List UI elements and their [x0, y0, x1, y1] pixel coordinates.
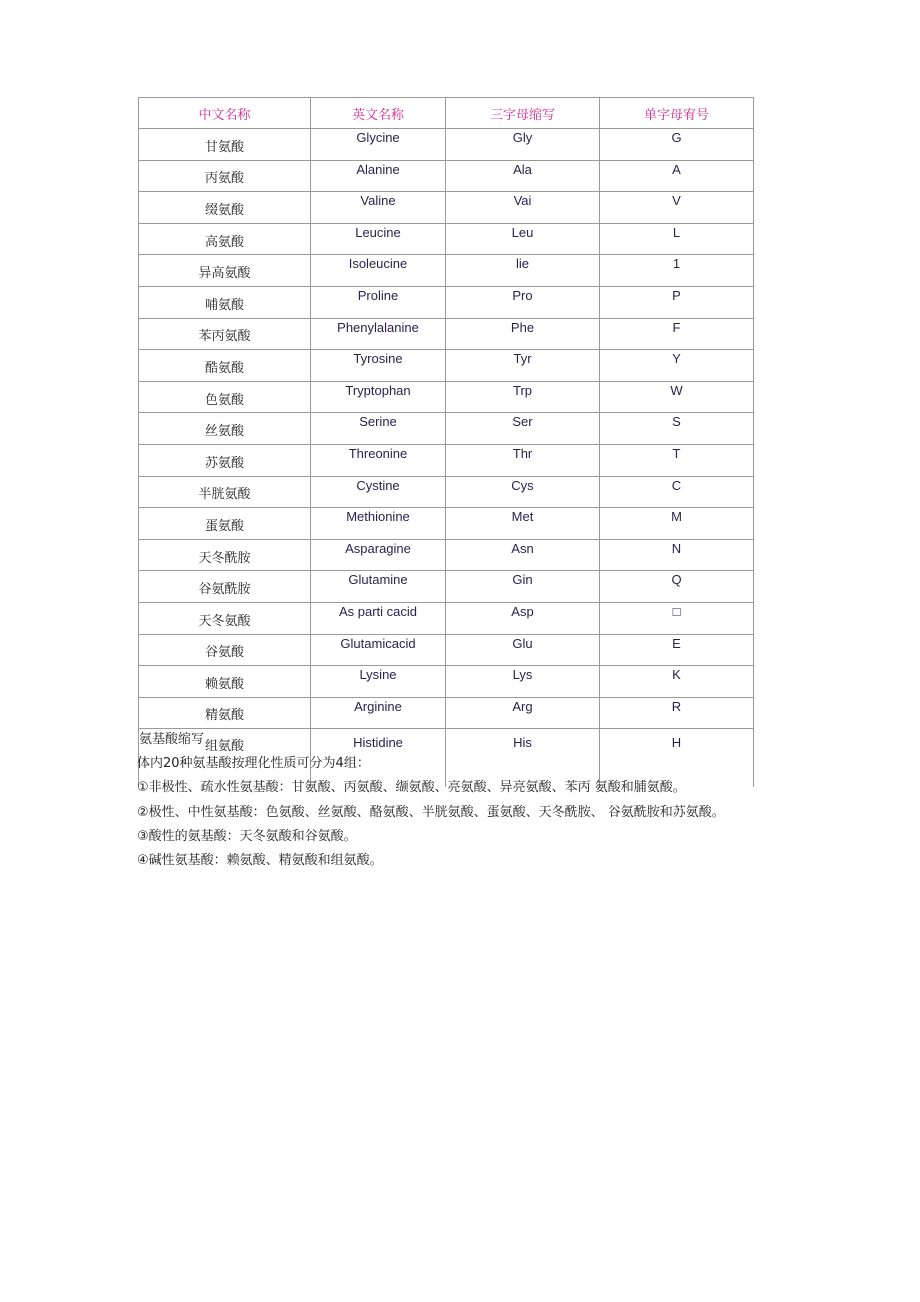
cell-english-name: Glutamicacid	[311, 634, 446, 666]
cell-chinese-name: 天冬氨酸	[139, 602, 311, 634]
cell-one-letter: K	[600, 666, 754, 698]
table-row	[139, 160, 754, 192]
cell-english-name: As parti cacid	[311, 602, 446, 634]
cell-three-letter: lie	[446, 255, 600, 287]
table-row	[139, 350, 754, 382]
cell-one-letter: C	[600, 476, 754, 508]
cell-one-letter: A	[600, 160, 754, 192]
cell-english-name: Isoleucine	[311, 255, 446, 287]
cell-chinese-name: 组氨酸	[139, 729, 311, 788]
cell-english-name: Valine	[311, 192, 446, 224]
table-row	[139, 223, 754, 255]
cell-chinese-name: 哺氨酸	[139, 286, 311, 318]
cell-chinese-name: 高氨酸	[139, 223, 311, 255]
cell-one-letter: E	[600, 634, 754, 666]
cell-english-name: Asparagine	[311, 539, 446, 571]
table-row	[139, 539, 754, 571]
cell-three-letter: Ala	[446, 160, 600, 192]
cell-one-letter: G	[600, 129, 754, 161]
notes-group-1: ①非极性、疏水性氨基酸：甘氨酸、丙氨酸、缬氨酸、亮氨酸、异亮氨酸、苯丙 氨酸和脯氨酸。	[137, 780, 686, 796]
cell-english-name: Arginine	[311, 697, 446, 729]
cell-one-letter: N	[600, 539, 754, 571]
cell-chinese-name: 异高氨酸	[139, 255, 311, 287]
cell-chinese-name: 精氨酸	[139, 697, 311, 729]
cell-one-letter: S	[600, 413, 754, 445]
cell-three-letter: Leu	[446, 223, 600, 255]
cell-chinese-name: 谷氨酸	[139, 634, 311, 666]
cell-english-name: Alanine	[311, 160, 446, 192]
cell-one-letter: Y	[600, 350, 754, 382]
cell-one-letter: 1	[600, 255, 754, 287]
table-row	[139, 381, 754, 413]
cell-english-name: Methionine	[311, 508, 446, 540]
cell-three-letter: Arg	[446, 697, 600, 729]
classification-notes	[137, 752, 725, 873]
cell-chinese-name: 赖氨酸	[139, 666, 311, 698]
cell-three-letter: Gly	[446, 129, 600, 161]
cell-three-letter: Thr	[446, 444, 600, 476]
table-body	[139, 129, 754, 788]
table-row	[139, 666, 754, 698]
cell-english-name: Serine	[311, 413, 446, 445]
cell-one-letter: L	[600, 223, 754, 255]
cell-three-letter: Phe	[446, 318, 600, 350]
cell-english-name: Tryptophan	[311, 381, 446, 413]
cell-one-letter: P	[600, 286, 754, 318]
table-row	[139, 602, 754, 634]
notes-group-2: ②极性、中性氨基酸：色氨酸、丝氨酸、酪氨酸、半胱氨酸、蛋氨酸、天冬酰胺、 谷氨酰胺和苏氨酸。	[137, 804, 725, 820]
table-row	[139, 286, 754, 318]
table-row	[139, 413, 754, 445]
cell-english-name: Glycine	[311, 129, 446, 161]
cell-chinese-name: 蛋氨酸	[139, 508, 311, 540]
cell-three-letter: Gin	[446, 571, 600, 603]
cell-three-letter: Pro	[446, 286, 600, 318]
cell-three-letter: Tyr	[446, 350, 600, 382]
cell-three-letter: Trp	[446, 381, 600, 413]
table-caption: 氨基酸缩写	[139, 732, 205, 747]
cell-three-letter: Glu	[446, 634, 600, 666]
table-row	[139, 508, 754, 540]
cell-chinese-name: 半胱氨酸	[139, 476, 311, 508]
table-row	[139, 129, 754, 161]
cell-english-name: Cystine	[311, 476, 446, 508]
cell-chinese-name: 丝氨酸	[139, 413, 311, 445]
cell-three-letter: Vai	[446, 192, 600, 224]
cell-chinese-name: 丙氨酸	[139, 160, 311, 192]
cell-one-letter: Q	[600, 571, 754, 603]
cell-one-letter: □	[600, 602, 754, 634]
header-three-letter: 三字母缩写	[446, 98, 600, 129]
cell-three-letter: Lys	[446, 666, 600, 698]
cell-chinese-name: 酷氨酸	[139, 350, 311, 382]
table-row	[139, 192, 754, 224]
cell-one-letter: R	[600, 697, 754, 729]
cell-english-name: Glutamine	[311, 571, 446, 603]
table-row	[139, 634, 754, 666]
cell-three-letter: Asp	[446, 602, 600, 634]
cell-one-letter: F	[600, 318, 754, 350]
header-english-name: 英文名称	[311, 98, 446, 129]
table-row	[139, 444, 754, 476]
cell-english-name: Lysine	[311, 666, 446, 698]
notes-group-3: ③酸性的氨基酸：天冬氨酸和谷氨酸。	[137, 828, 357, 844]
cell-english-name: Tyrosine	[311, 350, 446, 382]
cell-one-letter: H	[600, 729, 754, 788]
cell-three-letter: Asn	[446, 539, 600, 571]
notes-intro: 体内20种氨基酸按理化性质可分为4组：	[137, 756, 370, 771]
cell-chinese-name: 甘氨酸	[139, 129, 311, 161]
table-row	[139, 255, 754, 287]
cell-chinese-name: 苏氨酸	[139, 444, 311, 476]
table-row	[139, 476, 754, 508]
cell-one-letter: W	[600, 381, 754, 413]
cell-chinese-name: 色氨酸	[139, 381, 311, 413]
cell-chinese-name: 缀氨酸	[139, 192, 311, 224]
cell-three-letter: Met	[446, 508, 600, 540]
cell-english-name: Proline	[311, 286, 446, 318]
table-row	[139, 571, 754, 603]
cell-one-letter: T	[600, 444, 754, 476]
amino-acid-table	[138, 97, 754, 787]
cell-three-letter: Cys	[446, 476, 600, 508]
cell-english-name: Threonine	[311, 444, 446, 476]
cell-chinese-name: 苯丙氨酸	[139, 318, 311, 350]
cell-chinese-name: 谷氨酰胺	[139, 571, 311, 603]
table-row	[139, 697, 754, 729]
notes-group-4: ④碱性氨基酸：赖氨酸、精氨酸和组氨酸。	[137, 853, 383, 869]
header-one-letter: 单字母宥号	[600, 98, 754, 129]
cell-english-name: Phenylalanine	[311, 318, 446, 350]
cell-three-letter: His	[446, 729, 600, 788]
cell-english-name: Leucine	[311, 223, 446, 255]
cell-one-letter: M	[600, 508, 754, 540]
cell-english-name: Histidine	[311, 729, 446, 788]
header-chinese-name: 中文名称	[139, 98, 311, 129]
cell-one-letter: V	[600, 192, 754, 224]
table-row	[139, 318, 754, 350]
table-header-row	[139, 98, 754, 129]
cell-chinese-name: 天冬酰胺	[139, 539, 311, 571]
cell-three-letter: Ser	[446, 413, 600, 445]
